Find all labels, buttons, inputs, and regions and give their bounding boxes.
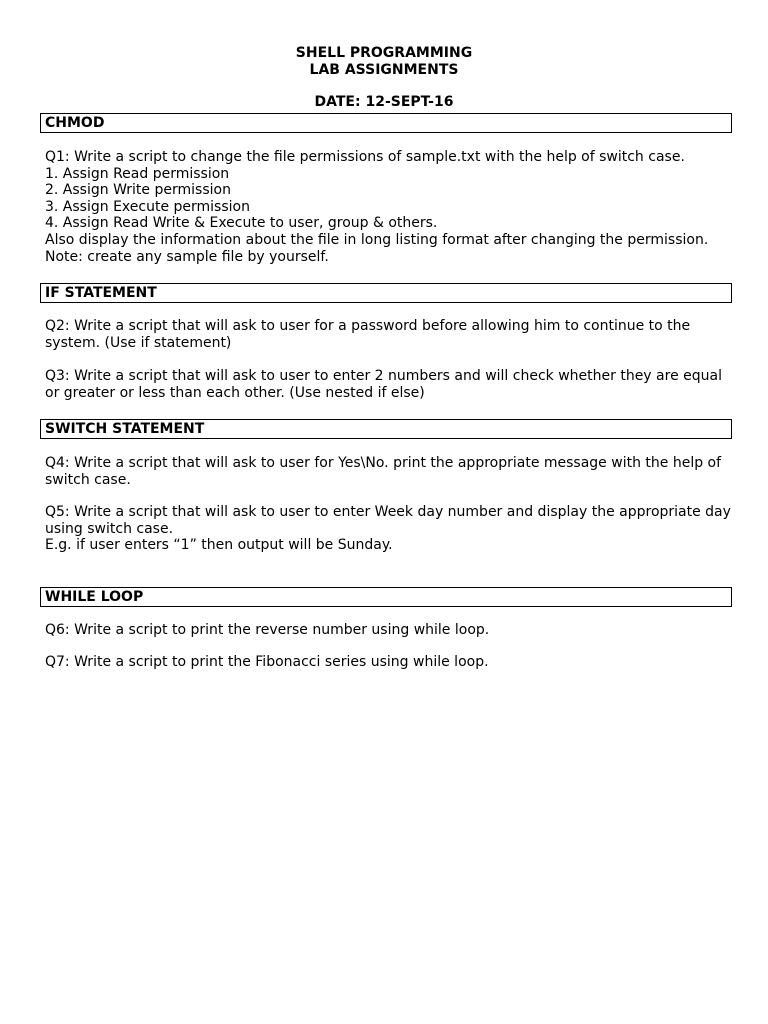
q1-line: 2. Assign Write permission: [45, 182, 231, 199]
question-q2: [45, 318, 735, 351]
question-q4: [45, 455, 735, 488]
section-heading-chmod: [40, 113, 732, 133]
q5-text: Q5: Write a script that will ask to user to enter Week day number and display the appropriate day using switch case.: [45, 504, 731, 537]
section-heading-label: IF STATEMENT: [45, 285, 157, 301]
section-heading-while-loop: [40, 587, 732, 607]
section-heading-label: CHMOD: [45, 115, 105, 131]
section-heading-label: SWITCH STATEMENT: [45, 421, 205, 437]
q1-line: 4. Assign Read Write & Execute to user, group & others.: [45, 215, 438, 232]
question-q5: [45, 504, 735, 554]
question-q7: [45, 654, 735, 671]
q1-line: 1. Assign Read permission: [45, 165, 230, 182]
question-q6: [45, 622, 735, 639]
q1-line: 3. Assign Execute permission: [45, 198, 250, 215]
q1-line: Also display the information about the file in long listing format after changing the permission.: [45, 231, 709, 248]
q2-text: Q2: Write a script that will ask to user for a password before allowing him to continue to the system. (Use if statement): [45, 318, 691, 351]
document-date: DATE: 12-SEPT-16: [314, 94, 454, 111]
q7-text: Q7: Write a script to print the Fibonacci series using while loop.: [45, 654, 489, 670]
document-title: SHELL PROGRAMMING: [295, 45, 473, 61]
q1-line: Note: create any sample file by yourself.: [45, 248, 329, 265]
q3-text: Q3: Write a script that will ask to user to enter 2 numbers and will check whether they are equal or greater or less than each other. (Use nested if else): [45, 368, 722, 401]
q6-text: Q6: Write a script to print the reverse number using while loop.: [45, 622, 490, 638]
document-subtitle: LAB ASSIGNMENTS: [309, 61, 459, 78]
section-heading-switch-statement: [40, 419, 732, 439]
document-header: [0, 45, 768, 111]
q5-example: E.g. if user enters “1” then output will be Sunday.: [45, 537, 393, 554]
q4-text: Q4: Write a script that will ask to user for Yes\No. print the appropriate message with the help of switch case.: [45, 455, 722, 488]
question-q3: [45, 368, 735, 401]
section-heading-label: WHILE LOOP: [45, 589, 144, 605]
question-q1: [45, 149, 735, 265]
q1-line: Q1: Write a script to change the file permissions of sample.txt with the help of switch case.: [45, 149, 685, 165]
section-heading-if-statement: [40, 283, 732, 303]
